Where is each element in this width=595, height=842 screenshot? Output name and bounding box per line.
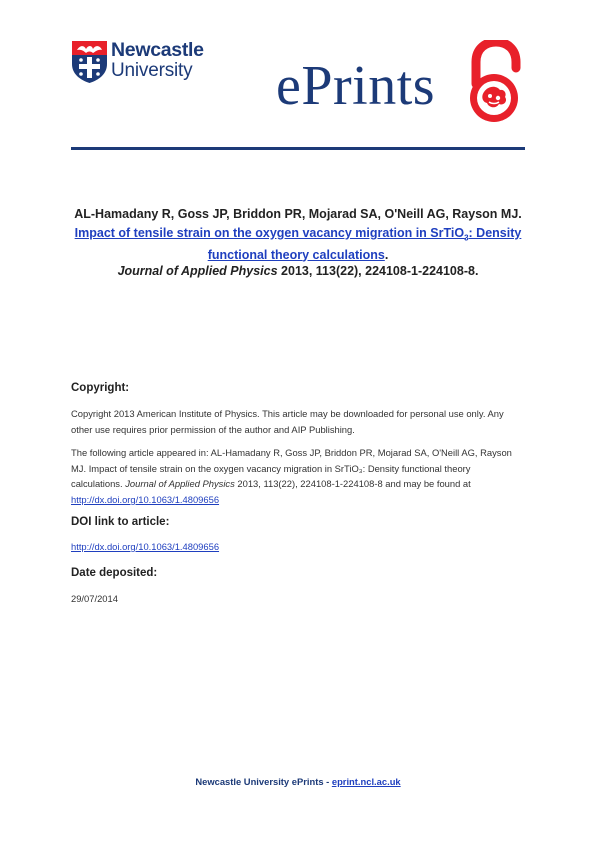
copyright-heading: Copyright: — [71, 382, 130, 394]
article-title-link[interactable] — [74, 226, 522, 243]
article-title-link-line2[interactable]: functional theory calculations — [207, 247, 385, 262]
appeared-line3-post: 2013, 113(22), 224108-1-224108-8 and may be found at — [234, 478, 471, 490]
title-line1: Impact of tensile strain on the oxygen vacancy migration in SrTiO — [74, 226, 465, 240]
header-divider — [71, 147, 525, 150]
footer — [71, 776, 525, 787]
citation-authors: AL-Hamadany R, Goss JP, Briddon PR, Mojarad SA, O'Neill AG, Rayson MJ. — [74, 207, 522, 221]
doi-section — [71, 539, 526, 555]
appeared-line1: The following article appeared in: AL-Hamadany R, Goss JP, Briddon PR, Mojarad SA, O'Neill AG, Rayson — [71, 447, 512, 458]
appeared-doi-link[interactable]: http://dx.doi.org/10.1063/1.4809656 — [71, 493, 220, 505]
citation-journal — [71, 264, 525, 278]
appeared-line3-pre: calculations. — [71, 478, 126, 490]
newcastle-university-logo — [71, 38, 221, 88]
university-crest-icon — [71, 40, 108, 84]
footer-text: Newcastle University ePrints - — [195, 776, 332, 787]
copyright-line1: Copyright 2013 American Institute of Physics. This article may be downloaded for personal use only. Any — [71, 408, 504, 419]
open-access-lock-icon — [462, 40, 526, 124]
appeared-line3 — [71, 476, 526, 492]
appeared-line2: MJ. Impact of tensile strain on the oxygen vacancy migration in SrTiO₃: Density functional theory — [71, 462, 471, 474]
logo-text-university: University — [111, 60, 193, 81]
copyright-line2: other use requires prior permission of the author and AIP Publishing. — [71, 423, 355, 435]
doi-heading: DOI link to article: — [71, 516, 170, 528]
title-subscript: 3 — [464, 233, 469, 243]
title-line1-end: : Density — [468, 226, 522, 240]
appeared-journal: Journal of Applied Physics — [125, 478, 235, 490]
date-deposited-heading: Date deposited: — [71, 567, 158, 579]
journal-name: Journal of Applied Physics — [117, 264, 278, 278]
copyright-text — [71, 406, 526, 437]
eprints-wordmark: ePrints — [276, 55, 436, 117]
doi-link[interactable]: http://dx.doi.org/10.1063/1.4809656 — [71, 541, 220, 552]
date-deposited-value: 29/07/2014 — [71, 593, 118, 604]
appeared-in-text — [71, 445, 526, 507]
logo-text-newcastle: Newcastle — [111, 39, 204, 61]
citation-title — [71, 226, 525, 262]
footer-link[interactable]: eprint.ncl.ac.uk — [331, 776, 401, 787]
title-period: . — [384, 247, 389, 262]
journal-details: 2013, 113(22), 224108-1-224108-8. — [277, 264, 479, 278]
